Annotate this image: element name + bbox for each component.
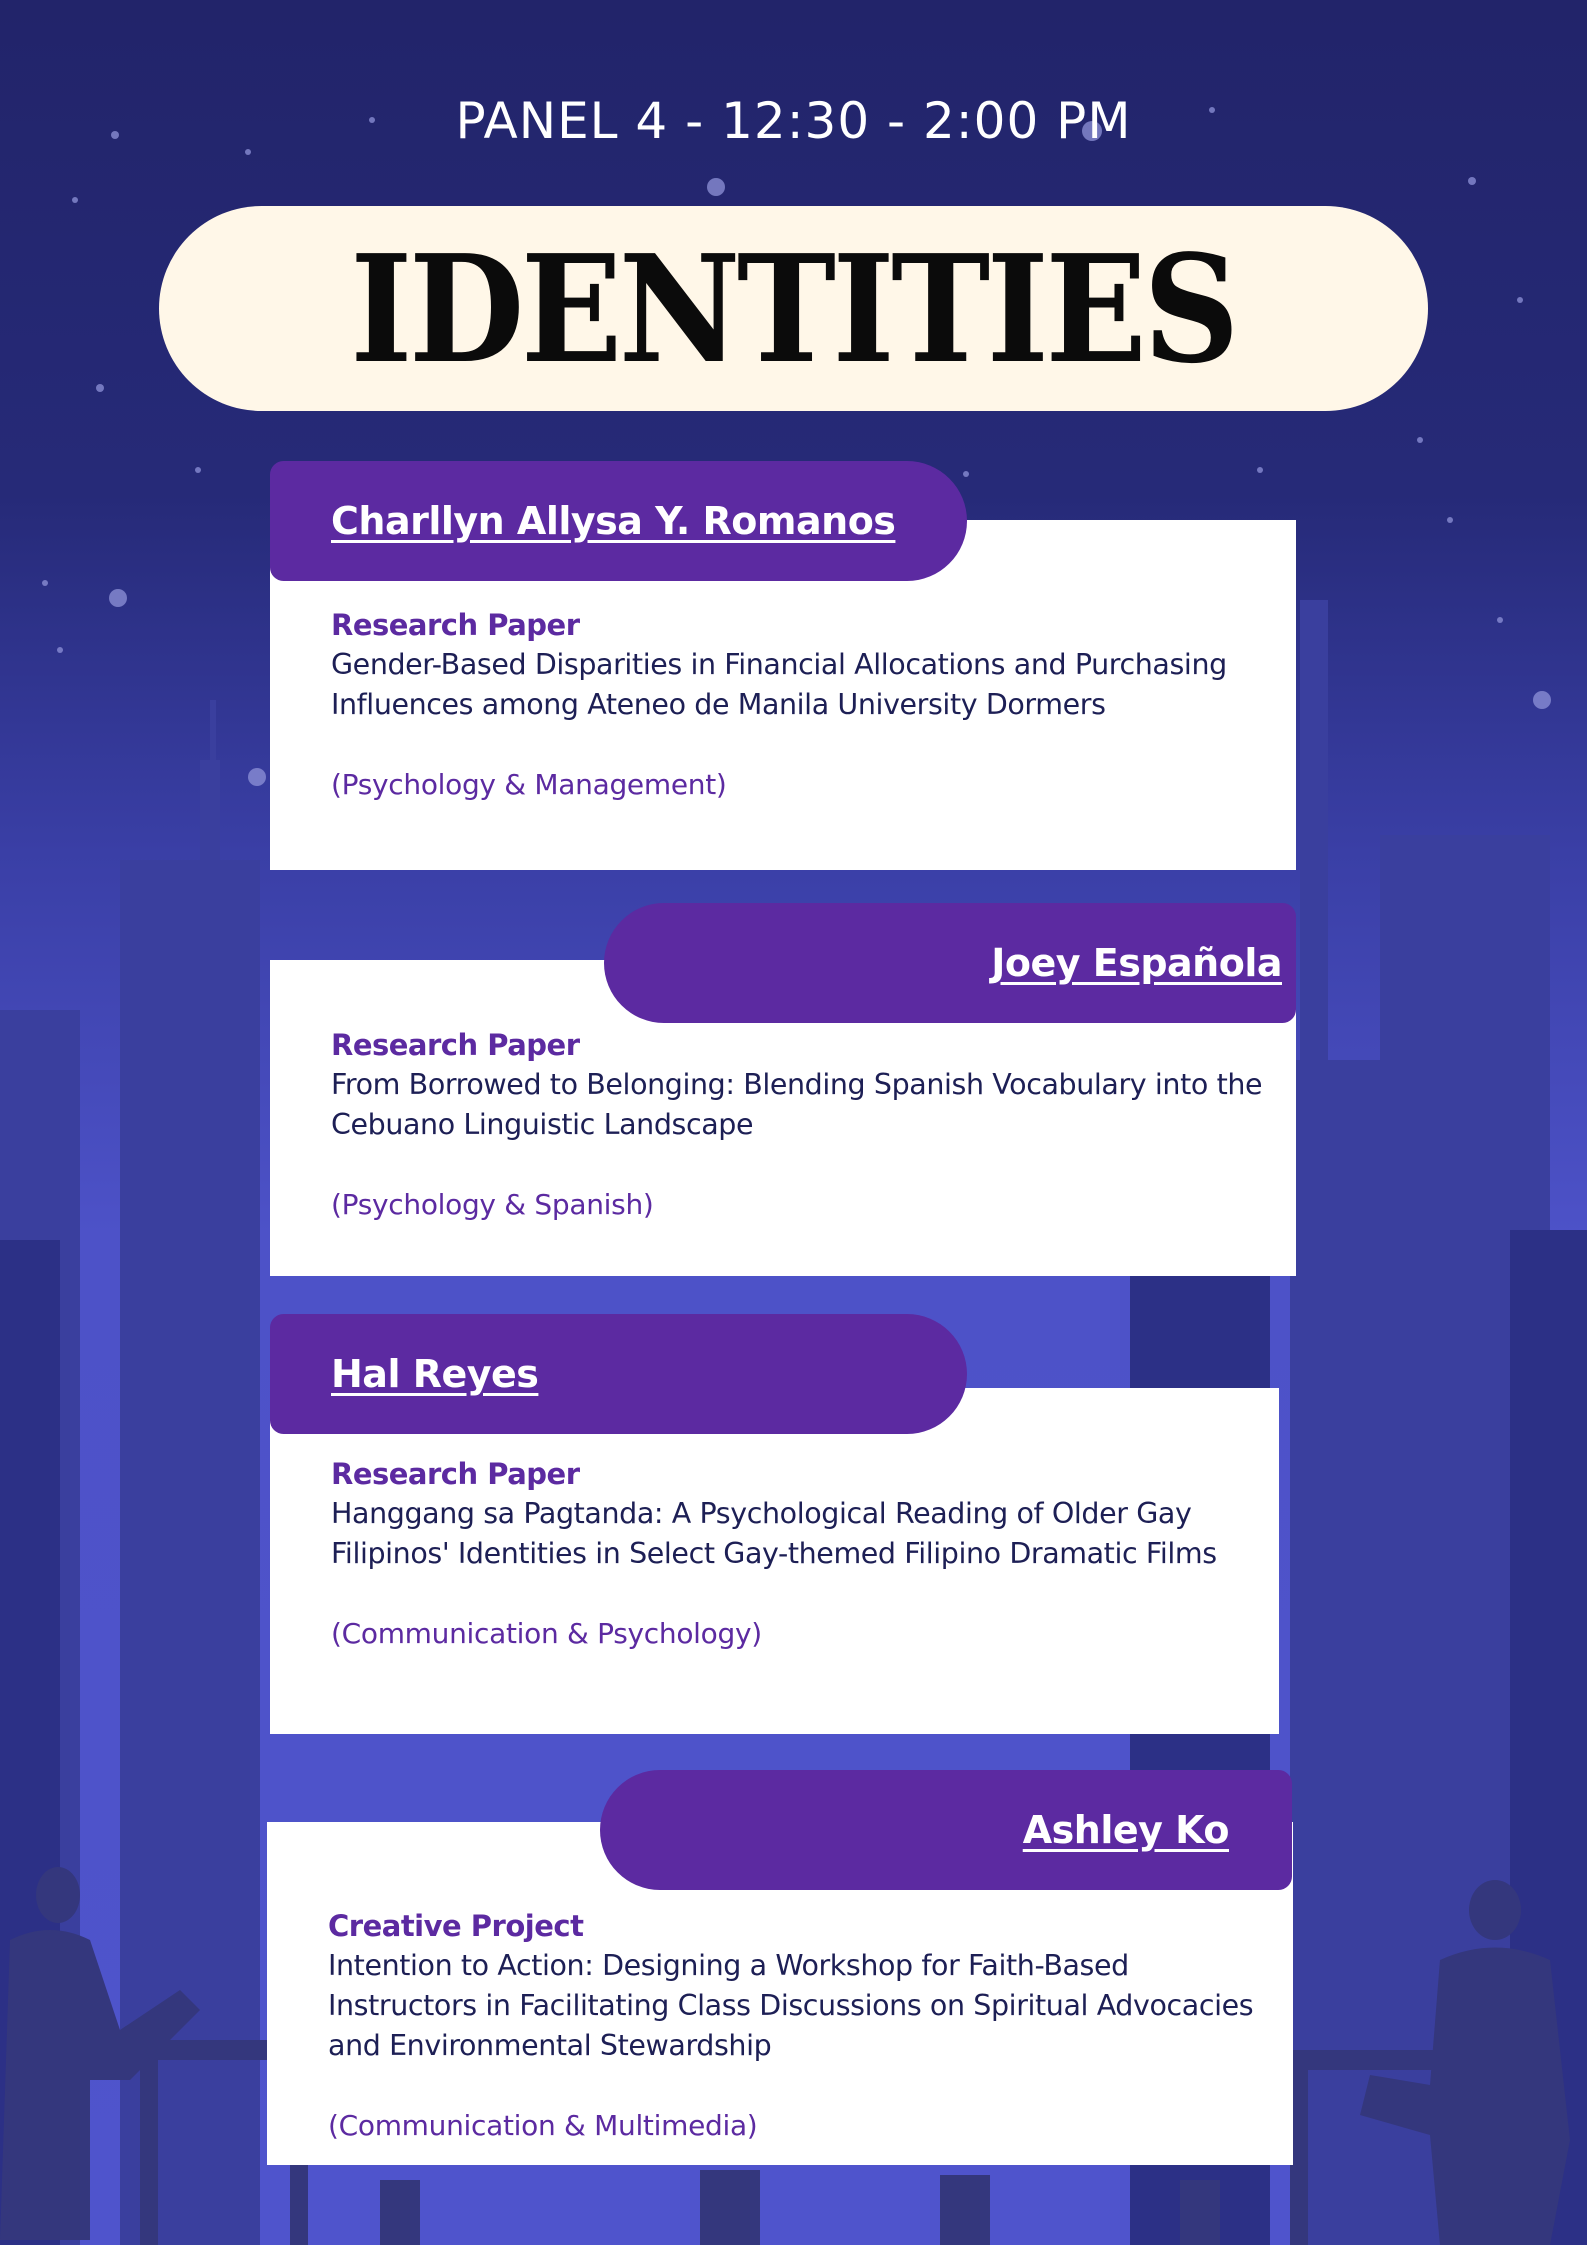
presenter-tab-4 — [600, 1770, 1292, 1890]
card-body — [331, 1025, 1266, 1225]
presenter-tab-3 — [270, 1314, 967, 1434]
presentation-type: Research Paper — [331, 1457, 580, 1491]
presentation-type: Research Paper — [331, 1028, 580, 1062]
card-body — [328, 1906, 1263, 2146]
page-title: IDENTITIES — [350, 221, 1237, 396]
presenter-name: Joey Española — [991, 941, 1282, 985]
paper-title: Intention to Action: Designing a Workshop for Faith-Based Instructors in Facilitating Class Discussions on Spiritual Advocacies and Environmental Stewardship — [328, 1949, 1254, 2062]
card-body — [331, 605, 1266, 805]
presenter-name: Charllyn Allysa Y. Romanos — [331, 499, 896, 543]
department-label: (Communication & Psychology) — [331, 1617, 762, 1650]
paper-title: Gender-Based Disparities in Financial Allocations and Purchasing Influences among Ateneo de Manila University Dormers — [331, 648, 1227, 721]
presenter-tab-1 — [270, 461, 967, 581]
presenter-tab-2 — [604, 903, 1296, 1023]
department-label: (Psychology & Management) — [331, 768, 727, 801]
presentation-card-3 — [270, 1388, 1279, 1734]
department-label: (Communication & Multimedia) — [328, 2109, 758, 2142]
panel-time-heading: PANEL 4 - 12:30 - 2:00 PM — [455, 92, 1132, 150]
paper-title: From Borrowed to Belonging: Blending Spanish Vocabulary into the Cebuano Linguistic Landscape — [331, 1068, 1263, 1141]
title-banner — [159, 206, 1428, 411]
presentation-type: Creative Project — [328, 1909, 584, 1943]
presenter-name: Hal Reyes — [331, 1352, 539, 1396]
presentation-type: Research Paper — [331, 608, 580, 642]
department-label: (Psychology & Spanish) — [331, 1188, 654, 1221]
card-body — [331, 1454, 1249, 1654]
paper-title: Hanggang sa Pagtanda: A Psychological Reading of Older Gay Filipinos' Identities in Select Gay-themed Filipino Dramatic Films — [331, 1497, 1217, 1570]
presenter-name: Ashley Ko — [1022, 1808, 1229, 1852]
